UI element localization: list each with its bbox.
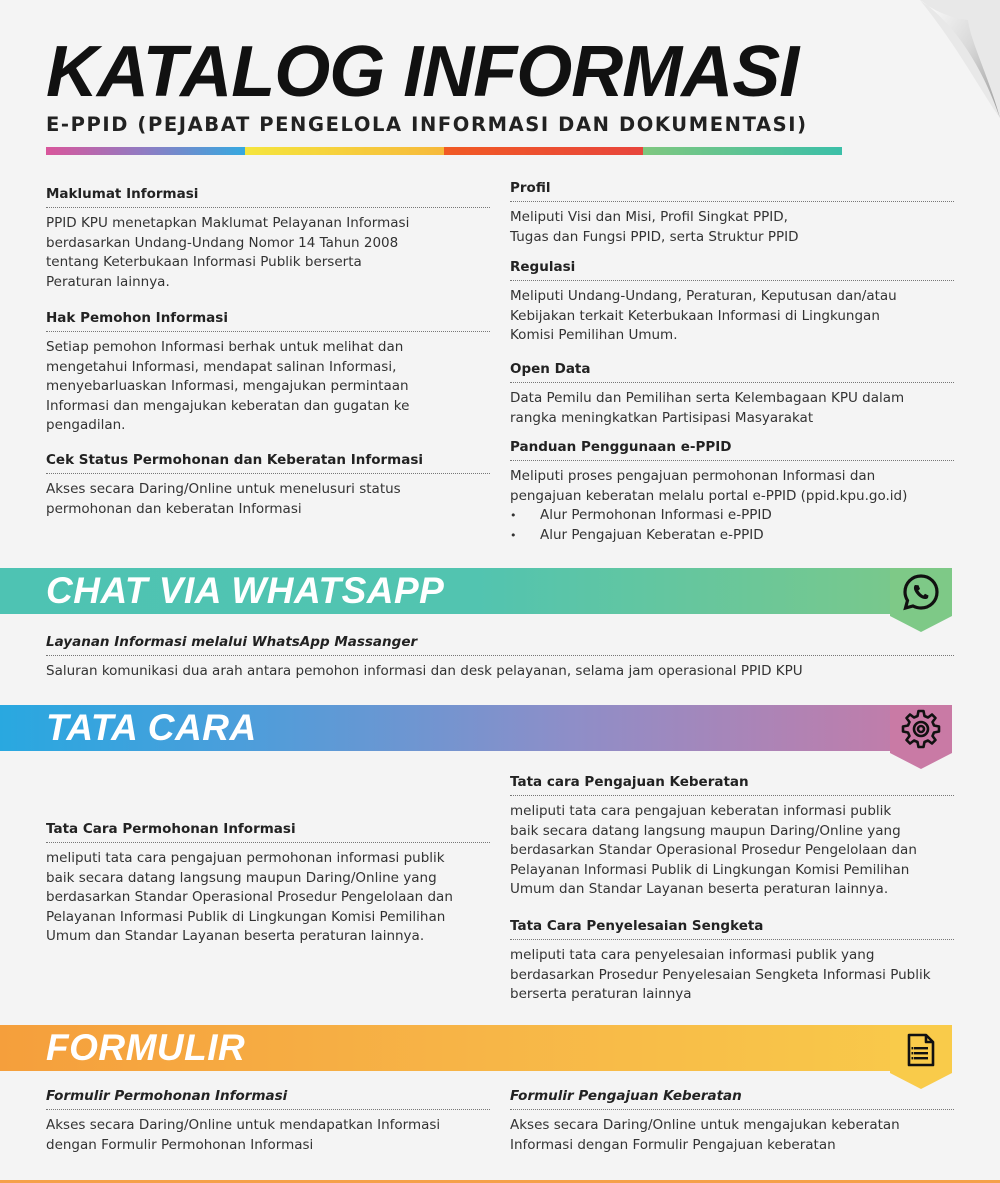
formulir-keberatan-block [510,1088,954,1155]
whatsapp-banner-label: CHAT VIA WHATSAPP [46,570,445,611]
regulasi-text: Meliputi Undang-Undang, Peraturan, Keputusan dan/atau Kebijakan terkait Keterbukaan Informasi di Lingkungan Komisi Pemilihan Umum. [510,288,897,344]
formulir-permohonan-heading[interactable]: Formulir Permohonan Informasi [46,1088,490,1110]
cek-status-text: Akses secara Daring/Online untuk menelusuri status permohonan dan keberatan Informasi [46,481,401,517]
whatsapp-heading: Layanan Informasi melalui WhatsApp Massanger [46,634,954,656]
page-curl-decoration [910,0,1000,120]
formulir-tab[interactable] [890,1025,952,1089]
whatsapp-icon [901,572,941,612]
panduan-list-item[interactable]: • Alur Pengajuan Keberatan e-PPID [510,526,954,546]
profil-block [510,180,954,247]
panduan-block [510,439,954,545]
hak-pemohon-heading: Hak Pemohon Informasi [46,310,490,332]
profil-heading: Profil [510,180,954,202]
regulasi-block [510,259,954,346]
tata-cara-permohonan-heading: Tata Cara Permohonan Informasi [46,821,490,843]
rainbow-divider [46,147,842,155]
panduan-text: Meliputi proses pengajuan permohonan Informasi dan pengajuan keberatan melalu portal e-PPID (ppid.kpu.go.id) [510,468,908,504]
whatsapp-text: Saluran komunikasi dua arah antara pemohon informasi dan desk pelayanan, selama jam operasional PPID KPU [46,663,803,679]
hak-pemohon-block [46,310,490,436]
tata-cara-permohonan-text: meliputi tata cara pengajuan permohonan informasi publik baik secara datang langsung maupun Daring/Online yang berdasarkan Standar Operasional Prosedur Pengelolaan dan Pelayanan Informasi Publik di Lingkungan Komisi Pemilihan Umum dan Standar Layanan beserta peraturan lainnya. [46,850,453,945]
whatsapp-block [46,634,954,682]
panduan-heading: Panduan Penggunaan e-PPID [510,439,954,461]
formulir-banner [0,1025,952,1071]
regulasi-heading: Regulasi [510,259,954,281]
whatsapp-tab[interactable] [890,568,952,632]
tata-cara-banner-label: TATA CARA [46,707,257,748]
maklumat-informasi-heading: Maklumat Informasi [46,186,490,208]
formulir-keberatan-text: Akses secara Daring/Online untuk mengajukan keberatan Informasi dengan Formulir Pengajuan keberatan [510,1117,900,1153]
panduan-list [510,506,954,545]
page-title: KATALOG INFORMASI [46,32,799,112]
tata-cara-sengketa-heading: Tata Cara Penyelesaian Sengketa [510,918,954,940]
tata-cara-sengketa-block [510,918,954,1005]
document-icon [901,1029,941,1069]
maklumat-informasi-text: PPID KPU menetapkan Maklumat Pelayanan Informasi berdasarkan Undang-Undang Nomor 14 Tahun 2008 tentang Keterbukaan Informasi Publik berserta Peraturan lainnya. [46,215,410,290]
panduan-list-item[interactable]: • Alur Permohonan Informasi e-PPID [510,506,954,526]
tata-cara-keberatan-block [510,774,954,900]
whatsapp-banner [0,568,952,614]
tata-cara-keberatan-heading: Tata cara Pengajuan Keberatan [510,774,954,796]
open-data-text: Data Pemilu dan Pemilihan serta Kelembagaan KPU dalam rangka meningkatkan Partisipasi Masyarakat [510,390,905,426]
gear-icon [901,709,941,749]
tata-cara-sengketa-text: meliputi tata cara penyelesaian informasi publik yang berdasarkan Prosedur Penyelesaian Sengketa Informasi Publik berserta peraturan lainnya [510,947,931,1003]
open-data-heading: Open Data [510,361,954,383]
tata-cara-banner [0,705,952,751]
formulir-permohonan-text: Akses secara Daring/Online untuk mendapatkan Informasi dengan Formulir Permohonan Informasi [46,1117,441,1153]
formulir-keberatan-heading[interactable]: Formulir Pengajuan Keberatan [510,1088,954,1110]
page-subtitle: E-PPID (PEJABAT PENGELOLA INFORMASI DAN DOKUMENTASI) [46,113,808,136]
tata-cara-keberatan-text: meliputi tata cara pengajuan keberatan informasi publik baik secara datang langsung maupun Daring/Online yang berdasarkan Standar Operasional Prosedur Pengelolaan dan Pelayanan Informasi Publik di Lingkungan Komisi Pemilihan Umum dan Standar Layanan beserta peraturan lainnya. [510,803,917,898]
open-data-block [510,361,954,428]
maklumat-informasi-block [46,186,490,292]
formulir-permohonan-block [46,1088,490,1155]
formulir-banner-label: FORMULIR [46,1027,246,1068]
hak-pemohon-text: Setiap pemohon Informasi berhak untuk melihat dan mengetahui Informasi, mendapat salinan Informasi, menyebarluaskan Informasi, mengajukan permintaan Informasi dan mengajukan keberatan dan gugatan ke pengadilan. [46,339,410,434]
cek-status-block [46,452,490,519]
tata-cara-permohonan-block [46,821,490,947]
profil-text: Meliputi Visi dan Misi, Profil Singkat PPID, Tugas dan Fungsi PPID, serta Struktur PPID [510,209,799,245]
tata-cara-tab[interactable] [890,705,952,769]
cek-status-heading: Cek Status Permohonan dan Keberatan Informasi [46,452,490,474]
